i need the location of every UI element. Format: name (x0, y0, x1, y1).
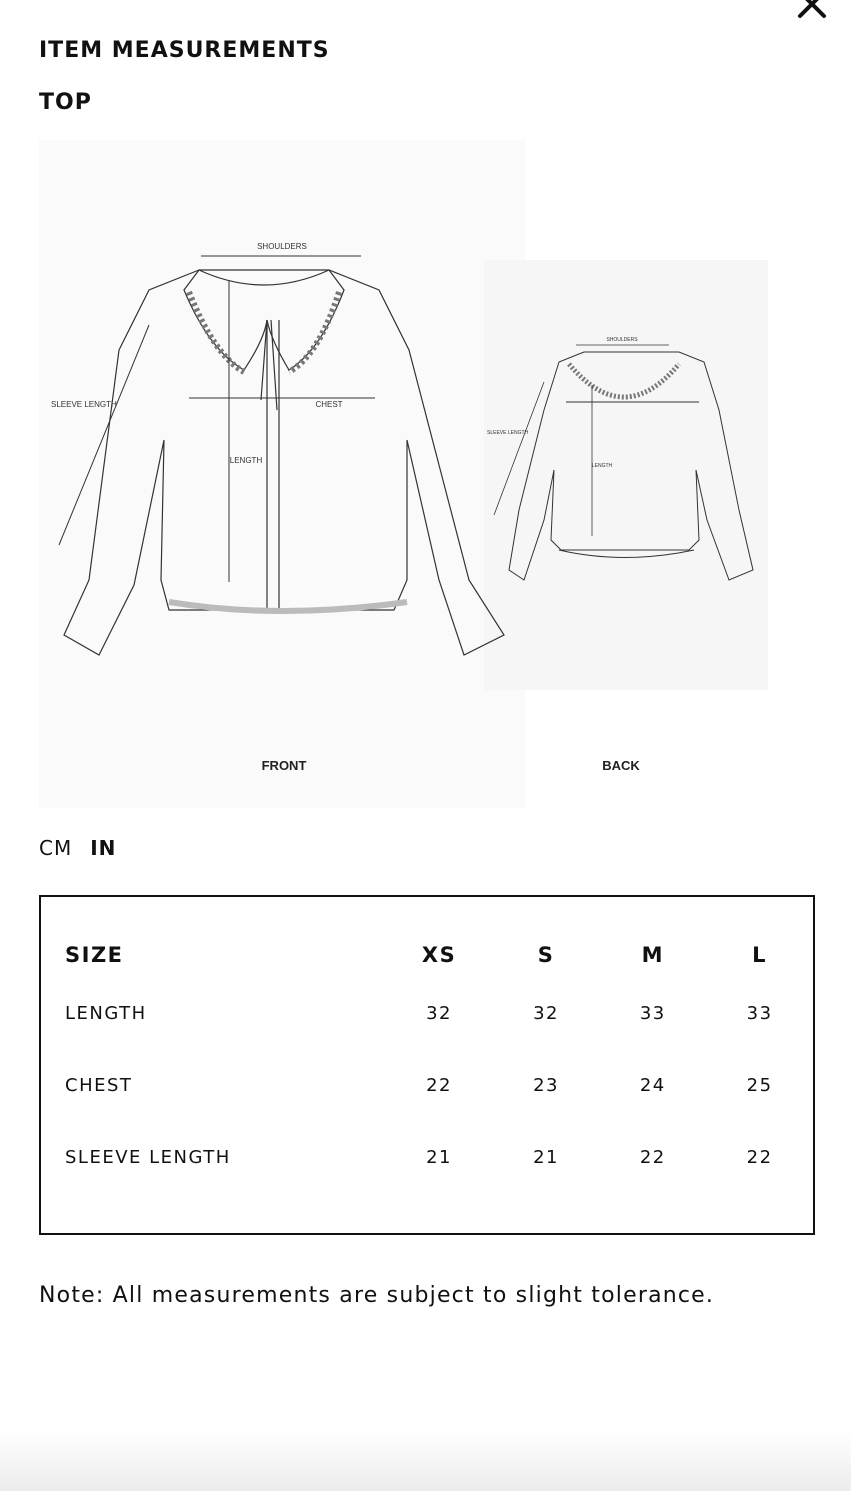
table-cell: 25 (746, 1074, 773, 1096)
unit-in-option[interactable]: IN (90, 836, 117, 860)
bottom-shadow (0, 1431, 851, 1491)
table-cell: 21 (426, 1146, 453, 1168)
size-m-header: M (641, 943, 664, 967)
table-cell: 22 (639, 1146, 666, 1168)
front-length-label: LENGTH (229, 456, 263, 465)
modal-title: ITEM MEASUREMENTS (39, 38, 330, 63)
table-header-row (65, 933, 813, 977)
table-cell: 32 (533, 1002, 559, 1024)
table-cell: 21 (533, 1146, 559, 1168)
table-cell: 32 (426, 1002, 453, 1024)
table-row (65, 1049, 813, 1121)
tolerance-note: Note: All measurements are subject to slight tolerance. (39, 1283, 715, 1308)
table-cell: 33 (746, 1002, 773, 1024)
unit-cm-option[interactable]: CM (39, 836, 73, 860)
front-sleeve-length-label: SLEEVE LENGTH (51, 400, 117, 409)
table-cell: 24 (639, 1074, 666, 1096)
size-l-header: L (752, 943, 768, 967)
size-table (65, 933, 813, 1193)
row-label: LENGTH (65, 1002, 147, 1024)
table-cell: 22 (746, 1146, 773, 1168)
unit-toggle (39, 836, 116, 860)
size-header: SIZE (65, 943, 124, 967)
back-sleeve-length-label: SLEEVE LENGTH (487, 430, 529, 436)
close-icon (794, 0, 830, 22)
row-label: CHEST (65, 1074, 133, 1096)
close-button[interactable] (794, 0, 830, 22)
table-cell: 22 (426, 1074, 453, 1096)
front-caption: FRONT (261, 758, 307, 773)
garment-type-heading: TOP (39, 90, 92, 115)
size-xs-header: XS (421, 943, 457, 967)
back-shoulders-label: SHOULDERS (606, 337, 638, 343)
front-shoulders-label: SHOULDERS (257, 242, 307, 251)
size-s-header: S (537, 943, 555, 967)
size-table-container (39, 895, 815, 1235)
table-cell: 23 (533, 1074, 559, 1096)
back-length-label: LENGTH (591, 463, 613, 469)
table-cell: 33 (639, 1002, 666, 1024)
measurement-diagram (39, 140, 768, 808)
back-caption: BACK (602, 758, 640, 773)
table-row (65, 1121, 813, 1193)
row-label: SLEEVE LENGTH (65, 1146, 231, 1168)
table-row (65, 977, 813, 1049)
front-chest-label: CHEST (315, 400, 343, 409)
